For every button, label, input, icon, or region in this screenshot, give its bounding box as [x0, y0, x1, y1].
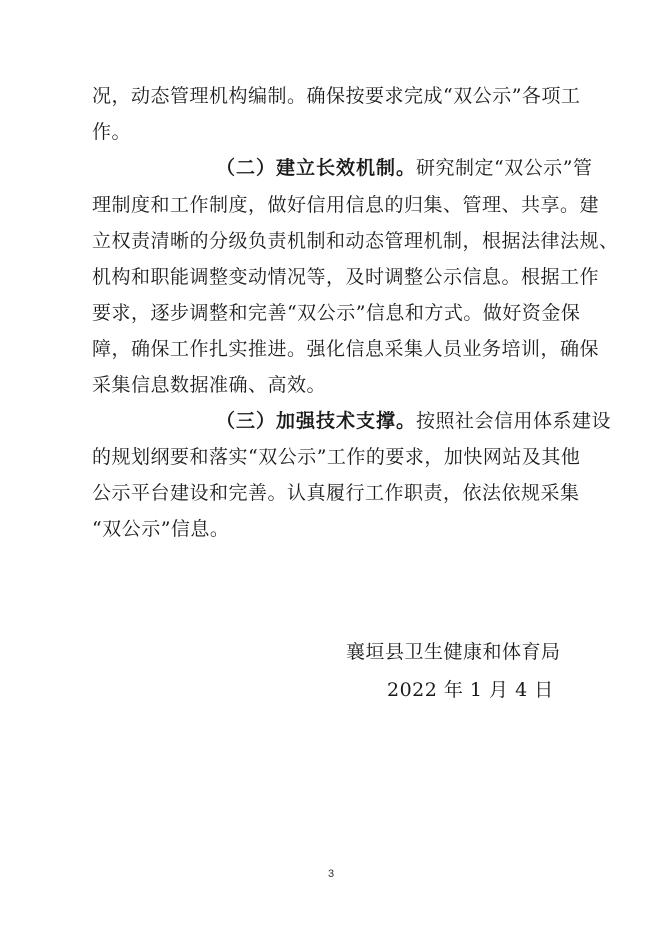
signature-date: 2022 年 1 月 4 日 [387, 679, 554, 701]
paragraph-line: 作。 [92, 121, 132, 143]
section-3-first-line [216, 409, 611, 433]
page-number: 3 [327, 868, 335, 880]
section-2-first-line-text: 研究制定“双公示”管 [416, 157, 593, 179]
paragraph-line: 理制度和工作制度，做好信用信息的归集、管理、共享。建 [92, 194, 600, 216]
paragraph-line: 况，动态管理机构编制。确保按要求完成“双公示”各项工 [92, 85, 581, 107]
paragraph-line: 障，确保工作扎实推进。强化信息采集人员业务培训，确保 [92, 338, 600, 360]
paragraph-line: 采集信息数据准确、高效。 [92, 374, 327, 396]
signature-organization: 襄垣县卫生健康和体育局 [346, 641, 561, 663]
paragraph-line: 立权责清晰的分级负责机制和动态管理机制，根据法律法规、 [92, 230, 619, 252]
paragraph-line: 的规划纲要和落实“双公示”工作的要求，加快网站及其他 [92, 446, 581, 468]
paragraph-line: 公示平台建设和完善。认真履行工作职责，依法依规采集 [92, 482, 580, 504]
section-2-heading: （二）建立长效机制。 [216, 157, 417, 179]
section-3-heading: （三）加强技术支撑。 [216, 410, 417, 432]
paragraph-line: 要求，逐步调整和完善“双公示”信息和方式。做好资金保 [92, 302, 581, 324]
paragraph-line: 机构和职能调整变动情况等，及时调整公示信息。根据工作 [92, 266, 600, 288]
section-2-first-line [216, 156, 592, 180]
paragraph-line: “双公示”信息。 [92, 518, 230, 540]
section-3-first-line-text: 按照社会信用体系建设 [416, 410, 612, 432]
